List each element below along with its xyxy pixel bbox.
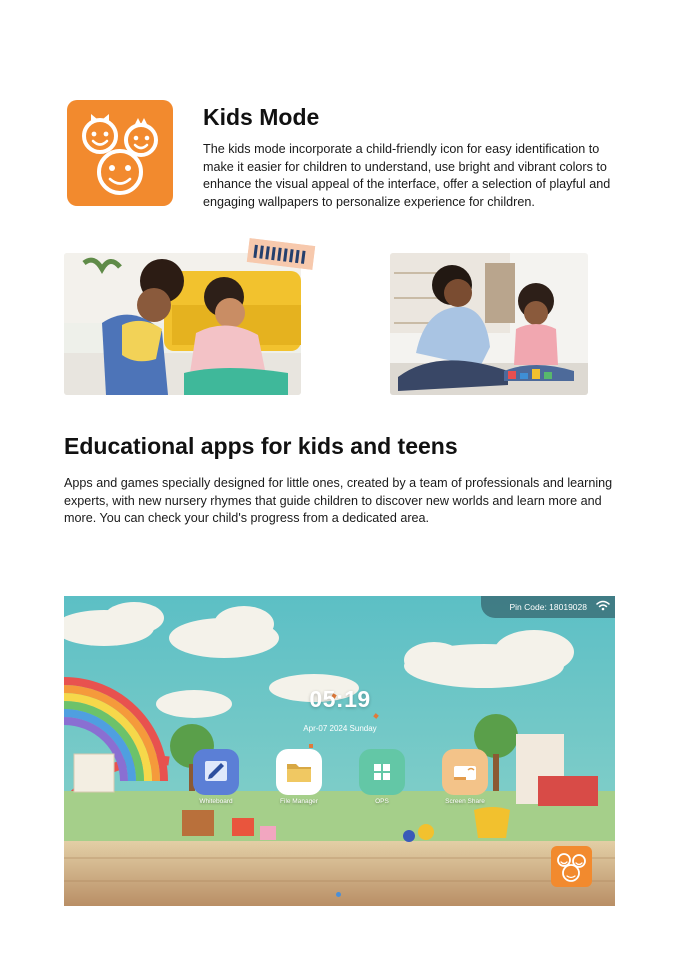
kids-launcher-screenshot bbox=[64, 596, 615, 906]
kids-mode-description: The kids mode incorporate a child-friendly icon for easy identification to make it easier for children to understand, use bright and vibrant colors to enhance the visual appeal of the interface, offer a selection of playful and engaging wallpapers to personalize experience for children. bbox=[203, 142, 611, 209]
educational-apps-description: Apps and games specially designed for little ones, created by a team of professionals and learning experts, with new nursery rhymes that guide children to discover new worlds and learn more and more. You can check your child's progress from a dedicated area. bbox=[64, 476, 613, 525]
app-whiteboard-label: Whiteboard bbox=[199, 798, 233, 805]
app-screen-share-label: Screen Share bbox=[445, 798, 485, 805]
kids-face-icon bbox=[551, 846, 592, 887]
kids-mode-title: Kids Mode bbox=[203, 104, 320, 130]
app-ops-label: OPS bbox=[375, 798, 389, 805]
folder-icon bbox=[276, 749, 322, 795]
whiteboard-icon bbox=[193, 749, 239, 795]
kids-playing-photo bbox=[64, 253, 301, 395]
kids-mode-button[interactable] bbox=[551, 846, 592, 887]
app-screen-share[interactable] bbox=[435, 749, 495, 805]
app-file-manager-label: File Manager bbox=[280, 798, 318, 805]
kids-mode-icon bbox=[67, 100, 173, 206]
launcher-wallpaper bbox=[64, 596, 615, 906]
clock-time: 05:19 bbox=[309, 686, 371, 712]
windows-icon bbox=[359, 749, 405, 795]
page-indicator bbox=[336, 892, 341, 897]
app-ops[interactable] bbox=[352, 749, 412, 805]
app-whiteboard[interactable] bbox=[186, 749, 246, 805]
educational-apps-title: Educational apps for kids and teens bbox=[64, 433, 458, 459]
pin-code-text: Pin Code: 18019028 bbox=[509, 602, 587, 612]
wifi-icon[interactable] bbox=[595, 598, 611, 614]
screen-share-icon bbox=[442, 749, 488, 795]
clock-date: Apr-07 2024 Sunday bbox=[303, 724, 377, 733]
mother-daughter-photo bbox=[390, 253, 588, 395]
app-file-manager[interactable] bbox=[269, 749, 329, 805]
